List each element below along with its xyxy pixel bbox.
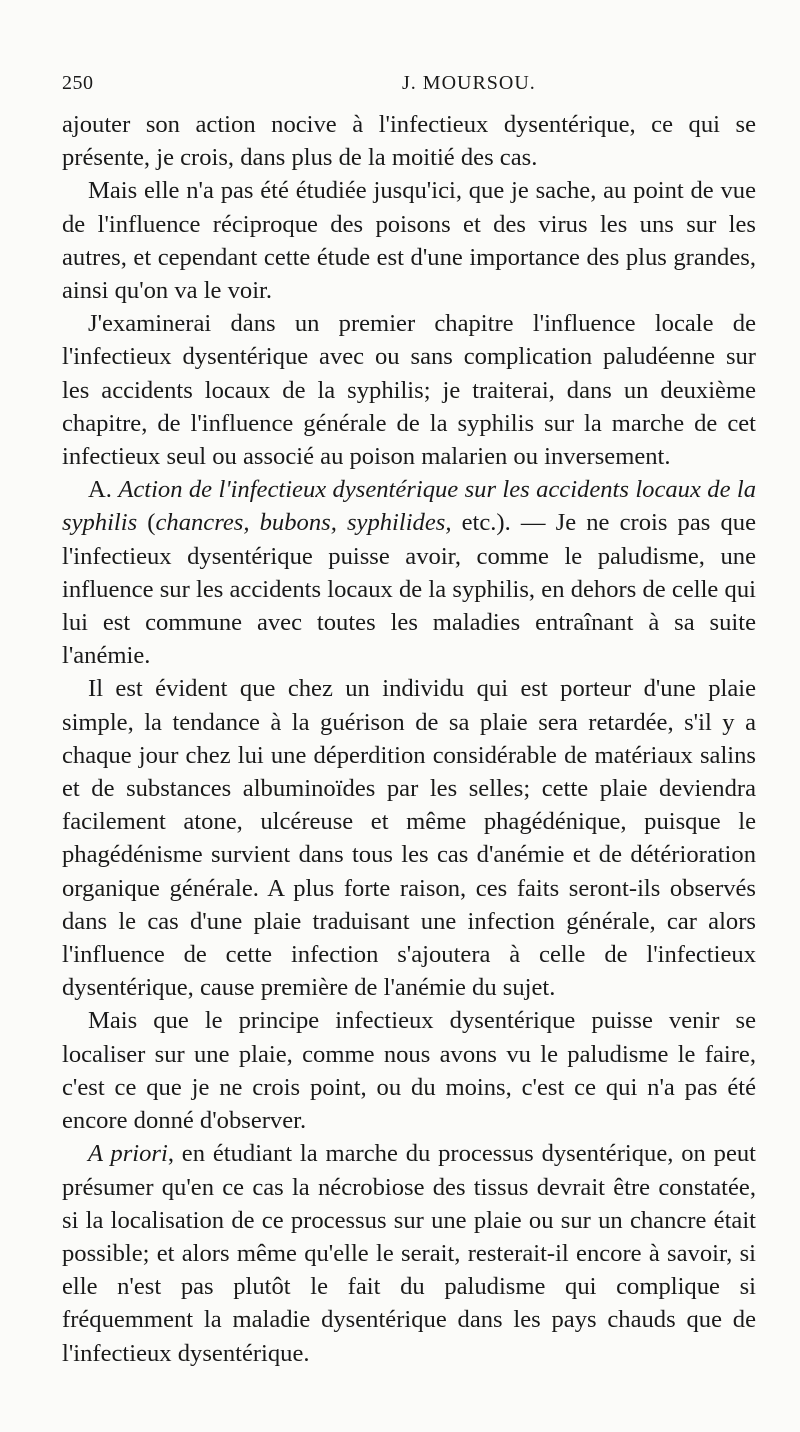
section-subtitle-open: (: [137, 509, 156, 537]
section-letter: A.: [88, 476, 112, 504]
section-subtitle-close: etc.).: [451, 509, 511, 537]
running-head: J. MOURSOU.: [402, 72, 536, 94]
section-text: — Je ne crois pas que l'infectieux dysentérique puisse avoir, comme le paludisme, une influence sur les accidents locaux de la syphilis, en dehors de celle qui lui est commune avec toutes les maladies entraînant à sa suite l'anémie.: [62, 509, 756, 670]
paragraph: J'examinerai dans un premier chapitre l'influence locale de l'infectieux dysentérique avec ou sans complication paludéenne sur les accidents locaux de la syphilis; je traiterai, dans un deuxième chapitre, de l'influence générale de la syphilis sur la marche de cet infectieux seul ou associé au poison malarien ou inversement.: [62, 310, 756, 471]
paragraph: [62, 1137, 756, 1369]
paragraph: Il est évident que chez un individu qui est porteur d'une plaie simple, la tendance à la guérison de sa plaie sera retardée, s'il y a chaque jour chez lui une déperdition considérable de matériaux salins et de substances albuminoïdes par les selles; cette plaie deviendra facilement atone, ulcéreuse et même phagédénique, puisque le phagédénisme survient dans tous les cas d'anémie et de détérioration organique générale. A plus forte raison, ces faits seront-ils observés dans le cas d'une plaie traduisant une infection générale, car alors l'influence de cette infection s'ajoutera à celle de l'infectieux dysentérique, cause première de l'anémie du sujet.: [62, 675, 756, 1002]
section-title: Action de l'infectieux dysentérique sur les accidents locaux de la syphilis: [62, 476, 756, 537]
section-subtitle: chancres, bubons, syphilides,: [155, 509, 452, 537]
section-paragraph: [62, 473, 756, 672]
body-text: [62, 108, 756, 1370]
paragraph: ajouter son action nocive à l'infectieux dysentérique, ce qui se présente, je crois, dans plus de la moitié des cas.: [62, 111, 756, 172]
paragraph: Mais elle n'a pas été étudiée jusqu'ici, que je sache, au point de vue de l'influence réciproque des poisons et des virus les uns sur les autres, et cependant cette étude est d'une importance des plus grandes, ainsi qu'on va le voir.: [62, 177, 756, 305]
italic-lead: A priori: [88, 1140, 168, 1168]
paragraph: Mais que le principe infectieux dysentérique puisse venir se localiser sur une plaie, comme nous avons vu le paludisme le faire, c'est ce que je ne crois point, ou du moins, c'est ce qui n'a pas été encore donné d'observer.: [62, 1007, 756, 1135]
page-header: [62, 72, 760, 102]
page-number: 250: [62, 72, 94, 94]
paragraph-text: , en étudiant la marche du processus dysentérique, on peut présumer qu'en ce cas la nécrobiose des tissus devrait être constatée, si la localisation de ce processus sur une plaie ou sur un chancre était possible; et alors même qu'elle le serait, resterait-il encore à savoir, si elle n'est pas plutôt le fait du paludisme qui complique si fréquemment la maladie dysentérique dans les pays chauds que de l'infectieux dysentérique.: [62, 1140, 756, 1367]
